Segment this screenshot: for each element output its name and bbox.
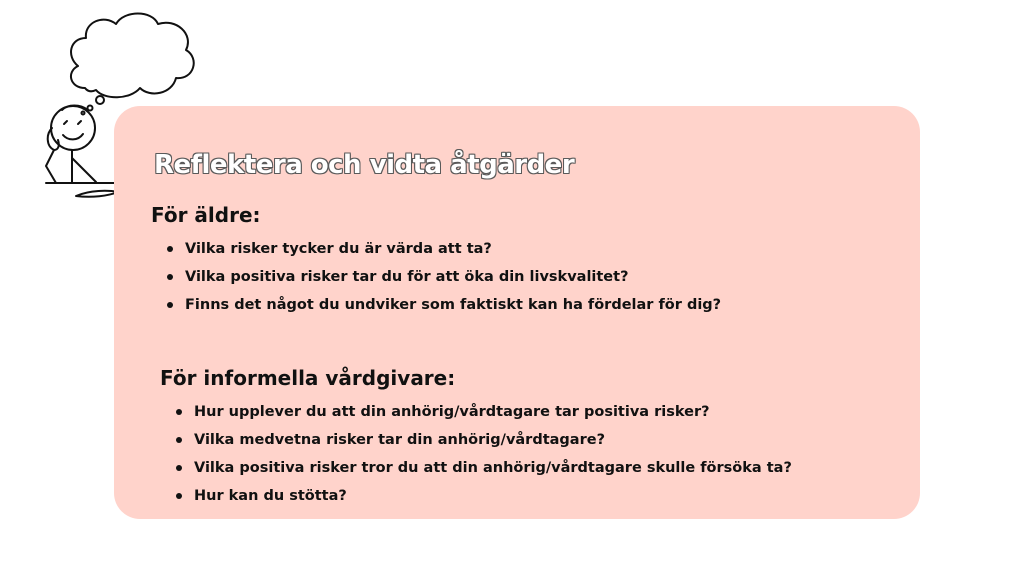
thought-bubble-icon: [96, 96, 104, 104]
thought-bubble-icon: [82, 112, 85, 115]
bullet-icon: [167, 302, 173, 308]
question-text: Vilka medvetna risker tar din anhörig/vårdtagare?: [194, 432, 605, 448]
list-item: [165, 291, 721, 319]
section-heading: För informella vårdgivare:: [160, 366, 456, 390]
section-older-adults: [151, 203, 721, 319]
list-item: [174, 454, 792, 482]
question-text: Hur upplever du att din anhörig/vårdtagare tar positiva risker?: [194, 404, 710, 420]
question-text: Hur kan du stötta?: [194, 488, 347, 504]
bullet-icon: [167, 274, 173, 280]
bullet-icon: [176, 493, 182, 499]
list-item: [174, 398, 792, 426]
thought-cloud-icon: [71, 14, 194, 98]
list-item: [174, 426, 792, 454]
head-icon: [51, 106, 95, 150]
page-title: Reflektera och vidta åtgärder: [154, 150, 575, 180]
section-informal-caregivers: [160, 366, 792, 510]
section-heading: För äldre:: [151, 203, 261, 227]
question-list: [160, 398, 792, 510]
question-text: Finns det något du undviker som faktiskt kan ha fördelar för dig?: [185, 297, 722, 313]
question-list: [151, 235, 721, 319]
question-text: Vilka positiva risker tror du att din anhörig/vårdtagare skulle försöka ta?: [194, 460, 792, 476]
bullet-icon: [167, 246, 173, 252]
list-item: [174, 482, 792, 510]
bullet-icon: [176, 437, 182, 443]
list-item: [165, 263, 721, 291]
question-text: Vilka positiva risker tar du för att öka din livskvalitet?: [185, 269, 629, 285]
question-text: Vilka risker tycker du är värda att ta?: [185, 241, 492, 257]
bullet-icon: [176, 465, 182, 471]
bullet-icon: [176, 409, 182, 415]
list-item: [165, 235, 721, 263]
